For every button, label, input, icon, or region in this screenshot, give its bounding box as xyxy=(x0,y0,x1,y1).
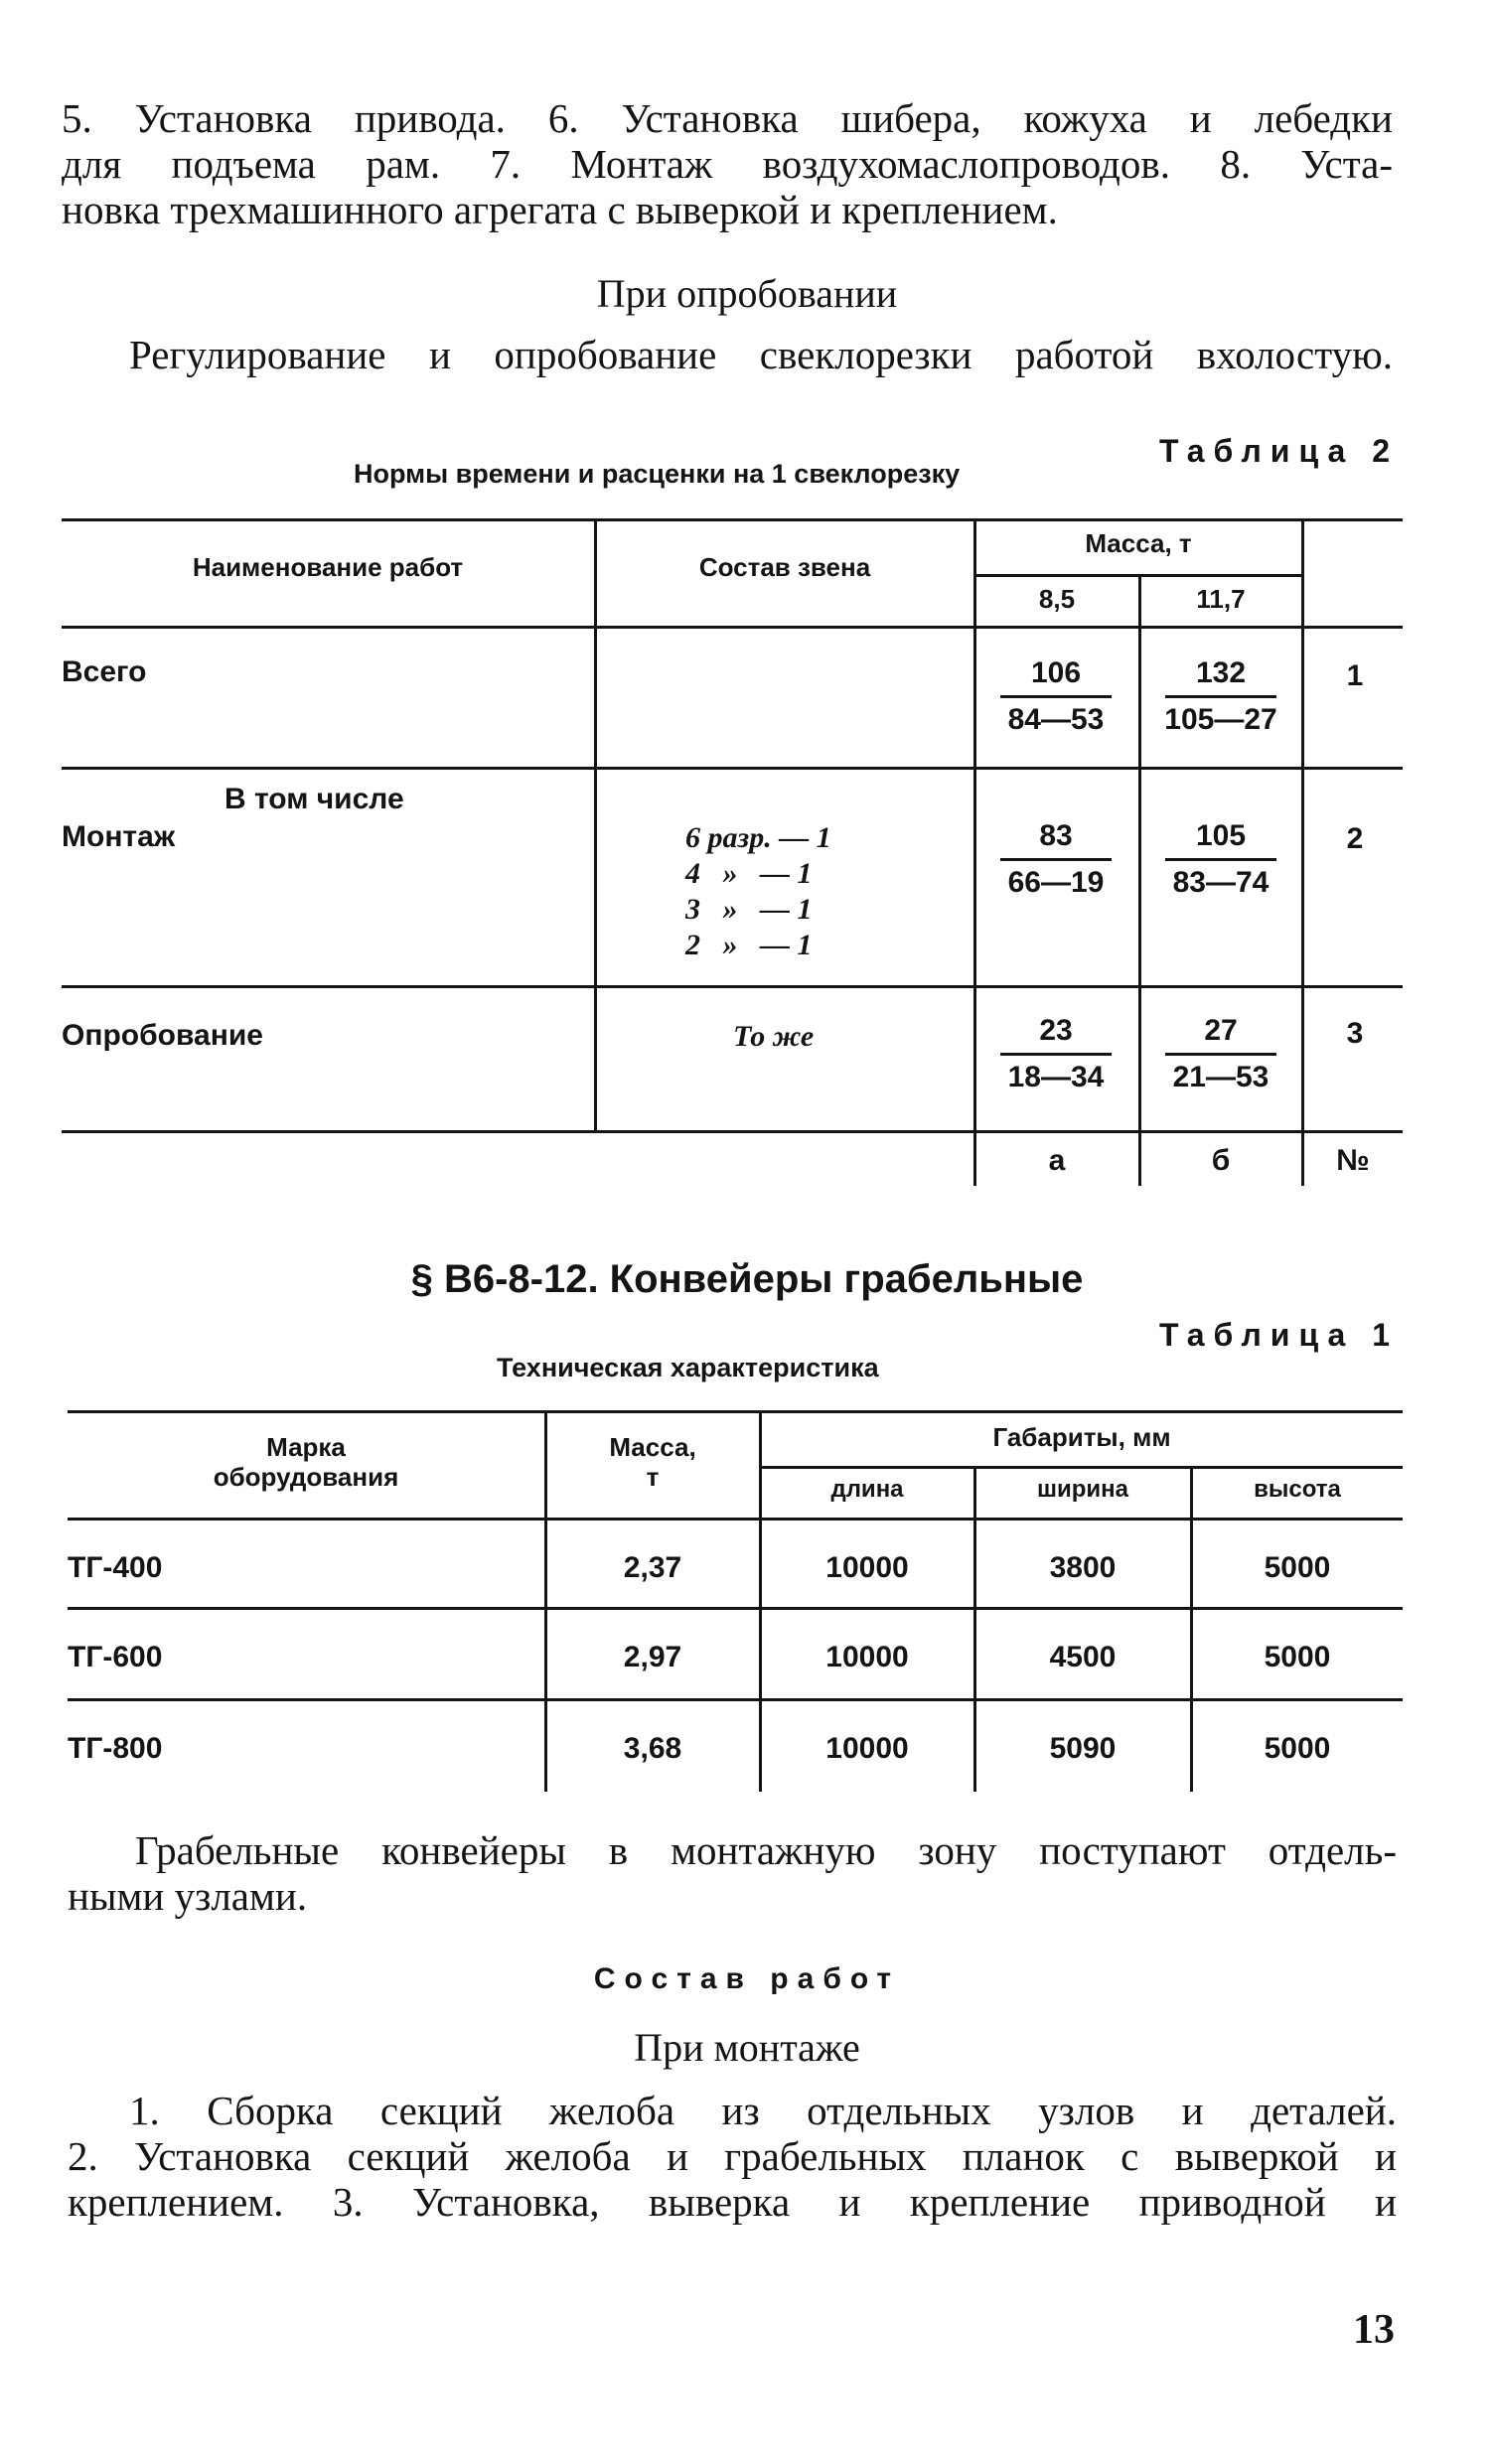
table1-rule xyxy=(761,1466,1403,1469)
crew-list xyxy=(685,820,831,963)
rate-value: 18—34 xyxy=(1007,1061,1105,1093)
header-length: длина xyxy=(830,1476,904,1503)
mark-cell: ТГ-800 xyxy=(68,1732,163,1765)
time-norm: 105 xyxy=(1195,819,1247,852)
width-cell: 4500 xyxy=(1049,1641,1117,1673)
header-mark xyxy=(68,1432,544,1492)
subheading: В том числе xyxy=(224,783,404,815)
table1-rule xyxy=(68,1518,1403,1521)
rate-fraction xyxy=(1146,1011,1295,1097)
height-cell: 5000 xyxy=(1264,1551,1331,1584)
height-cell: 5000 xyxy=(1264,1732,1331,1765)
rate-fraction xyxy=(981,653,1130,740)
header-width: ширина xyxy=(1036,1476,1128,1503)
text-line: новка трехмашинного агрегата с выверкой и креплением. xyxy=(62,187,1058,232)
rate-value: 21—53 xyxy=(1172,1061,1270,1093)
table1-rule xyxy=(68,1607,1403,1610)
table2-rule xyxy=(62,1130,1403,1133)
mass-cell: 3,68 xyxy=(623,1732,682,1765)
rate-fraction xyxy=(1146,816,1295,903)
table2-rule xyxy=(62,985,1403,988)
row-name: Монтаж xyxy=(62,820,176,853)
table2-rule xyxy=(1301,518,1304,1186)
crew-entry: 4 » — 1 xyxy=(685,857,813,890)
text-line: Регулирование и опробование свеклорезки работой вхолостую. xyxy=(129,332,1393,377)
conveyor-paragraph-end xyxy=(68,1873,1397,1919)
header-mass-line: т xyxy=(646,1462,660,1492)
text-line: креплением. 3. Установка, выверка и крепление приводной и xyxy=(68,2179,1397,2225)
header-mark-line: Марка xyxy=(266,1432,346,1462)
footer-col-no: № xyxy=(1336,1144,1370,1177)
crew-entry: То же xyxy=(733,1020,815,1053)
crew-list xyxy=(733,1019,814,1055)
row-number: 1 xyxy=(1346,659,1364,692)
fraction-bar xyxy=(1000,1053,1112,1056)
table1-label: Таблица 1 xyxy=(1158,1317,1399,1353)
section-heading: § В6-8-12. Конвейеры грабельные xyxy=(410,1257,1084,1301)
table2-rule xyxy=(62,626,1403,629)
row-number: 3 xyxy=(1346,1017,1364,1050)
conveyor-paragraph xyxy=(135,1827,1397,1873)
row-name: Опробование xyxy=(62,1019,263,1052)
time-norm: 132 xyxy=(1195,656,1247,689)
mass-cell: 2,37 xyxy=(623,1551,682,1584)
text-line: ными узлами. xyxy=(68,1873,308,1919)
text-line: для подъема рам. 7. Монтаж воздухомаслопроводов. 8. Уста- xyxy=(62,141,1393,187)
crew-entry: 3 » — 1 xyxy=(685,893,813,926)
text-line: 1. Сборка секций желоба из отдельных узлов и деталей. xyxy=(129,2088,1397,2133)
time-norm: 83 xyxy=(1039,819,1073,852)
header-crew: Состав звена xyxy=(698,552,871,582)
mount-heading: При монтаже xyxy=(634,2025,860,2070)
mark-cell: ТГ-600 xyxy=(68,1641,163,1673)
fraction-bar xyxy=(1165,1053,1276,1056)
table1-rule xyxy=(68,1410,1403,1413)
testing-heading: При опробовании xyxy=(596,271,898,316)
length-cell: 10000 xyxy=(825,1732,909,1765)
row-number: 2 xyxy=(1346,822,1364,855)
rate-value: 105—27 xyxy=(1164,703,1277,736)
rate-value: 84—53 xyxy=(1007,703,1105,736)
header-mass-b: 11,7 xyxy=(1196,584,1246,614)
row-name: Всего xyxy=(62,655,147,688)
table2-rule xyxy=(1138,574,1141,1186)
crew-entry: 6 разр. — 1 xyxy=(685,821,831,854)
crew-entry: 2 » — 1 xyxy=(685,929,813,961)
text-line: 2. Установка секций желоба и грабельных планок с выверкой и xyxy=(68,2133,1397,2179)
table2-label: Таблица 2 xyxy=(1158,433,1399,469)
mark-cell: ТГ-400 xyxy=(68,1551,163,1584)
rate-value: 66—19 xyxy=(1007,866,1105,899)
header-mass: Масса, т xyxy=(1085,528,1192,558)
rate-fraction xyxy=(981,1011,1130,1097)
rate-fraction xyxy=(1146,653,1295,740)
fraction-bar xyxy=(1000,695,1112,698)
header-mass xyxy=(546,1432,759,1492)
rate-value: 83—74 xyxy=(1172,866,1270,899)
header-height: высота xyxy=(1254,1476,1341,1503)
table2-rule xyxy=(973,518,976,1186)
header-mass-line: Масса, xyxy=(609,1432,696,1462)
work-heading: Состав работ xyxy=(593,1962,901,1995)
time-norm: 23 xyxy=(1039,1014,1073,1047)
header-mass-a: 8,5 xyxy=(1038,584,1076,614)
table1-rule xyxy=(68,1698,1403,1701)
fraction-bar xyxy=(1165,858,1276,861)
text-line: Грабельные конвейеры в монтажную зону поступают отдель- xyxy=(135,1827,1397,1873)
footer-col-b: б xyxy=(1211,1144,1231,1177)
testing-text xyxy=(129,332,1393,377)
mass-cell: 2,97 xyxy=(623,1641,682,1673)
text-line: 5. Установка привода. 6. Установка шибера, кожуха и лебедки xyxy=(62,95,1393,141)
header-mark-line: оборудования xyxy=(213,1462,399,1492)
page-number: 13 xyxy=(1353,2307,1395,2353)
table1-caption: Техническая характеристика xyxy=(497,1353,879,1382)
width-cell: 5090 xyxy=(1049,1732,1117,1765)
length-cell: 10000 xyxy=(825,1551,909,1584)
rate-fraction xyxy=(981,816,1130,903)
table2-caption: Нормы времени и расценки на 1 свеклорезку xyxy=(354,459,961,489)
mount-paragraph xyxy=(68,2088,1397,2225)
table2-rule xyxy=(62,767,1403,770)
header-dimensions: Габариты, мм xyxy=(992,1422,1171,1452)
width-cell: 3800 xyxy=(1049,1551,1117,1584)
height-cell: 5000 xyxy=(1264,1641,1331,1673)
length-cell: 10000 xyxy=(825,1641,909,1673)
table2-rule xyxy=(62,518,1403,521)
time-norm: 27 xyxy=(1204,1014,1238,1047)
intro-paragraph xyxy=(62,95,1393,232)
fraction-bar xyxy=(1165,695,1276,698)
table2-rule xyxy=(594,518,597,1132)
fraction-bar xyxy=(1000,858,1112,861)
footer-col-a: а xyxy=(1048,1144,1066,1177)
time-norm: 106 xyxy=(1030,656,1082,689)
header-work-name: Наименование работ xyxy=(192,552,464,582)
